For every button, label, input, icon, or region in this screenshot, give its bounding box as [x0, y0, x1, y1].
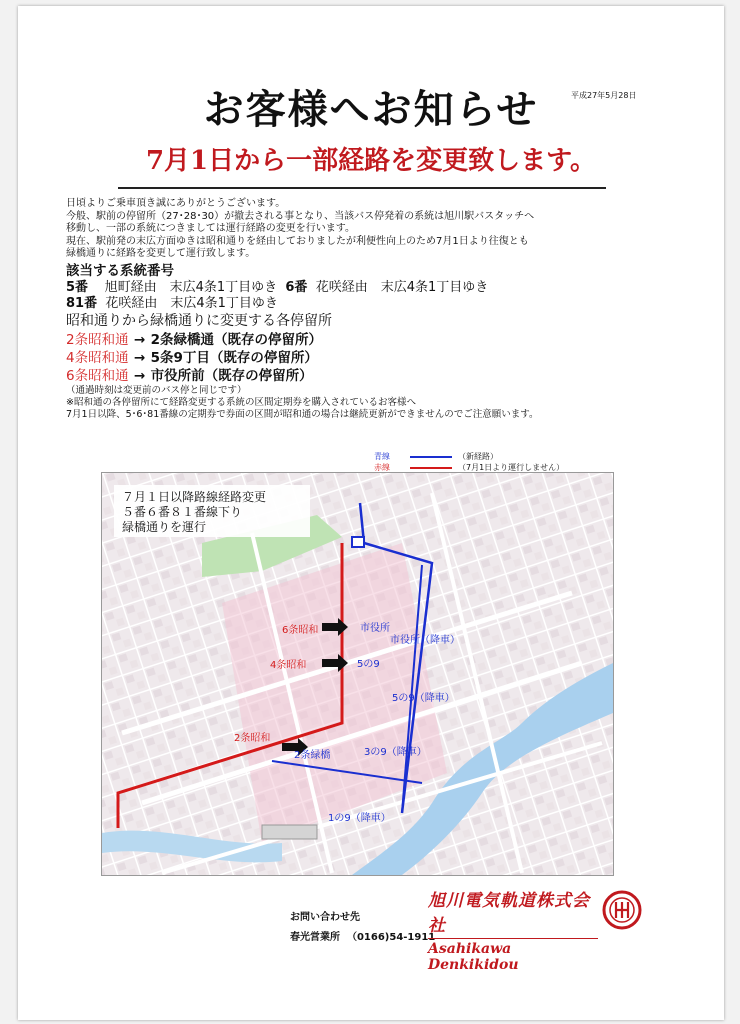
note-line: （通過時刻は変更前のバス停と同じです） — [66, 384, 247, 396]
body-line: 緑橋通りに経路を変更して運行致します。 — [66, 248, 256, 259]
new-stop: 市役所前（既存の停留所） — [150, 367, 313, 384]
company-name-en: Asahikawa Denkikidou — [428, 941, 519, 973]
body-line: 移動し、一部の系統につきましては運行経路の変更を行います。 — [66, 223, 355, 234]
company-name — [428, 886, 598, 973]
change-row — [66, 349, 706, 367]
phone-number: （0166)54-1911 — [346, 932, 436, 943]
company-logo — [602, 890, 642, 930]
new-stop-label: 市役所 — [360, 623, 390, 634]
change-row — [66, 331, 706, 349]
notice-body — [66, 198, 706, 421]
note-line: 7月1日以降、5･6･81番線の定期券で券面の区間が昭和通の場合は継続更新ができませんのでご注意願います。 — [66, 408, 539, 420]
route-desc: 花咲経由 末広4条1丁目ゆき — [315, 279, 489, 295]
new-stop: 5条9丁目（既存の停留所） — [150, 349, 318, 366]
route-desc: 旭町経由 末広4条1丁目ゆき — [104, 279, 278, 295]
old-stop: 2条昭和通 — [66, 331, 129, 348]
arrow-icon: → — [133, 331, 146, 348]
issue-date: 平成27年5月28日 — [571, 91, 637, 100]
old-stop: 6条昭和通 — [66, 367, 129, 384]
routes-heading: 該当する系統番号 — [66, 262, 174, 279]
route-number: 5番 — [66, 279, 89, 295]
station — [262, 825, 317, 839]
map-notice-line: 緑橋通りを運行 — [122, 520, 207, 534]
new-stop-label: 5の9 — [357, 659, 380, 670]
change-row — [66, 367, 706, 385]
legend-red-label: 赤線 — [374, 463, 390, 472]
contact-label: お問い合わせ先 — [290, 912, 360, 923]
new-stop-label: 3の9（降車） — [364, 747, 427, 758]
old-stop-label: 6条昭和 — [282, 625, 319, 636]
route-number: 6番 — [285, 279, 308, 295]
old-stop: 4条昭和通 — [66, 349, 129, 366]
new-stop-label: 2条緑橋 — [294, 750, 331, 761]
arrow-icon: → — [133, 367, 146, 384]
office-name: 春光営業所 — [290, 932, 340, 943]
new-stop: 2条緑橋通（既存の停留所） — [150, 331, 322, 348]
legend-red-desc: （7月1日より運行しません） — [458, 463, 565, 472]
map-notice-line: ５番６番８１番線下り — [122, 505, 243, 519]
red-line-swatch — [410, 467, 452, 469]
route-map — [101, 472, 614, 876]
company-name-jp: 旭川電気軌道株式会社 — [428, 886, 598, 939]
bus-terminal-marker — [352, 537, 364, 547]
page-title: お客様へお知らせ — [203, 86, 539, 133]
title-divider — [118, 187, 606, 189]
legend-blue-desc: （新経路） — [458, 452, 498, 461]
legend-blue — [374, 451, 564, 462]
legend-blue-label: 青線 — [374, 452, 390, 461]
map-notice-line: ７月１日以降路線経路変更 — [122, 490, 267, 504]
contact-info — [290, 908, 435, 948]
old-stop-label: 2条昭和 — [234, 733, 271, 744]
old-stop-label: 4条昭和 — [270, 660, 307, 671]
changes-heading: 昭和通りから緑橋通りに変更する各停留所 — [66, 312, 332, 329]
new-stop-label: 5の9（降車） — [392, 693, 455, 704]
body-line: 現在、駅前発の末広方面ゆきは昭和通りを経由しておりましたが利便性向上のため7月1日より往復とも — [66, 235, 529, 247]
body-line: 日頃よりご乗車頂き誠にありがとうございます。 — [66, 198, 286, 209]
blue-line-swatch — [410, 456, 452, 458]
route-number: 81番 — [66, 295, 98, 311]
note-line: ※昭和通の各停留所にて経路変更する系統の区間定期券を購入されているお客様へ — [66, 396, 416, 408]
new-stop-label: 市役所（降車） — [390, 635, 460, 646]
route-row — [66, 280, 706, 296]
page-subtitle: 7月1日から一部経路を変更致します。 — [145, 146, 597, 176]
route-desc: 花咲経由 末広4条1丁目ゆき — [105, 295, 278, 311]
new-stop-label: 1の9（降車） — [328, 813, 391, 824]
body-line: 今般、駅前の停留所（27･28･30）が撤去される事となり、当該バス停発着の系統は旭川駅バスタッチへ — [66, 210, 535, 222]
notice-page — [18, 6, 724, 1020]
map-legend — [374, 451, 564, 473]
route-row — [66, 296, 706, 312]
contact-office — [290, 928, 435, 948]
arrow-icon: → — [133, 349, 146, 366]
